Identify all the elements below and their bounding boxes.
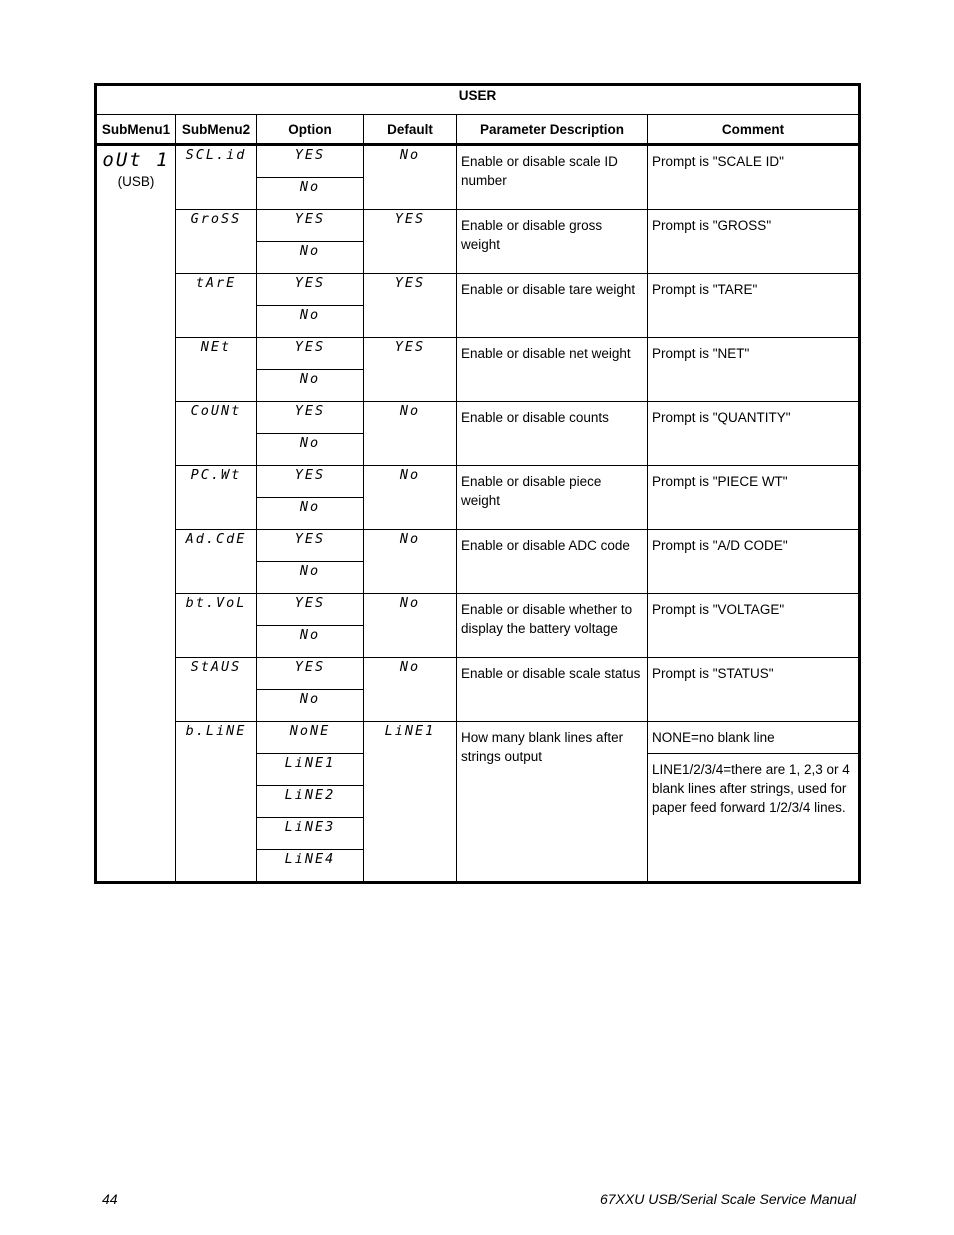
- table-row: [96, 145, 860, 178]
- submenu1-code: oUt 1: [102, 149, 170, 171]
- option-code: YES: [257, 338, 364, 370]
- submenu2-code: bt.VoL: [176, 594, 257, 658]
- option-code: No: [257, 434, 364, 466]
- comment: Prompt is "QUANTITY": [648, 402, 860, 466]
- option-code: YES: [257, 210, 364, 242]
- table-row: [96, 530, 860, 562]
- option-code: No: [257, 690, 364, 722]
- option-code: LiNE3: [257, 818, 364, 850]
- comment: Prompt is "GROSS": [648, 210, 860, 274]
- default-code: YES: [364, 274, 457, 338]
- submenu2-code: SCL.id: [176, 145, 257, 210]
- default-code: No: [364, 466, 457, 530]
- table-row: [96, 402, 860, 434]
- comment: Prompt is "NET": [648, 338, 860, 402]
- submenu2-code: CoUNt: [176, 402, 257, 466]
- default-code: No: [364, 658, 457, 722]
- submenu2-code: PC.Wt: [176, 466, 257, 530]
- option-code: YES: [257, 274, 364, 306]
- header-parameter-description: Parameter Description: [457, 115, 648, 145]
- submenu1-cell: [96, 145, 176, 883]
- option-code: LiNE4: [257, 850, 364, 883]
- option-code: YES: [257, 594, 364, 626]
- option-code: No: [257, 562, 364, 594]
- option-code: No: [257, 626, 364, 658]
- parameter-description: Enable or disable scale ID number: [457, 145, 648, 210]
- manual-title: 67XXU USB/Serial Scale Service Manual: [599, 1191, 856, 1207]
- submenu2-code: Ad.CdE: [176, 530, 257, 594]
- parameter-description: Enable or disable piece weight: [457, 466, 648, 530]
- submenu1-sub: (USB): [117, 174, 155, 189]
- table-row: [96, 210, 860, 242]
- table-row: [96, 466, 860, 498]
- comment: Prompt is "PIECE WT": [648, 466, 860, 530]
- option-code: LiNE2: [257, 786, 364, 818]
- parameter-description: How many blank lines after strings output: [457, 722, 648, 883]
- table-row: [96, 274, 860, 306]
- user-parameter-table: [94, 83, 861, 884]
- submenu2-code: NEt: [176, 338, 257, 402]
- submenu2-code: b.LiNE: [176, 722, 257, 883]
- table-row: [96, 338, 860, 370]
- comment: Prompt is "VOLTAGE": [648, 594, 860, 658]
- header-default: Default: [364, 115, 457, 145]
- header-comment: Comment: [648, 115, 860, 145]
- comment: Prompt is "TARE": [648, 274, 860, 338]
- option-code: YES: [257, 658, 364, 690]
- option-code: YES: [257, 466, 364, 498]
- comment: Prompt is "A/D CODE": [648, 530, 860, 594]
- option-code: No: [257, 370, 364, 402]
- default-code: No: [364, 402, 457, 466]
- table-row: [96, 594, 860, 626]
- parameter-description: Enable or disable gross weight: [457, 210, 648, 274]
- table-row: [96, 658, 860, 690]
- parameter-description: Enable or disable whether to display the battery voltage: [457, 594, 648, 658]
- header-option: Option: [257, 115, 364, 145]
- page-number: 44: [102, 1191, 118, 1207]
- comment: Prompt is "STATUS": [648, 658, 860, 722]
- table-row: [96, 722, 860, 754]
- default-code: No: [364, 145, 457, 210]
- table-title: USER: [96, 85, 860, 115]
- default-code: LiNE1: [364, 722, 457, 883]
- parameter-description: Enable or disable scale status: [457, 658, 648, 722]
- option-code: YES: [257, 402, 364, 434]
- option-code: No: [257, 178, 364, 210]
- option-code: No: [257, 242, 364, 274]
- default-code: YES: [364, 338, 457, 402]
- default-code: YES: [364, 210, 457, 274]
- comment: NONE=no blank line: [648, 722, 860, 754]
- submenu2-code: StAUS: [176, 658, 257, 722]
- submenu2-code: tArE: [176, 274, 257, 338]
- default-code: No: [364, 594, 457, 658]
- option-code: LiNE1: [257, 754, 364, 786]
- header-submenu1: SubMenu1: [96, 115, 176, 145]
- header-submenu2: SubMenu2: [176, 115, 257, 145]
- submenu2-code: GroSS: [176, 210, 257, 274]
- option-code: YES: [257, 530, 364, 562]
- default-code: No: [364, 530, 457, 594]
- comment: Prompt is "SCALE ID": [648, 145, 860, 210]
- parameter-description: Enable or disable counts: [457, 402, 648, 466]
- parameter-description: Enable or disable tare weight: [457, 274, 648, 338]
- option-code: NoNE: [257, 722, 364, 754]
- option-code: No: [257, 498, 364, 530]
- comment: LINE1/2/3/4=there are 1, 2,3 or 4 blank lines after strings, used for paper feed forward 1/2/3/4 lines.: [648, 754, 860, 883]
- option-code: YES: [257, 145, 364, 178]
- parameter-description: Enable or disable net weight: [457, 338, 648, 402]
- option-code: No: [257, 306, 364, 338]
- parameter-description: Enable or disable ADC code: [457, 530, 648, 594]
